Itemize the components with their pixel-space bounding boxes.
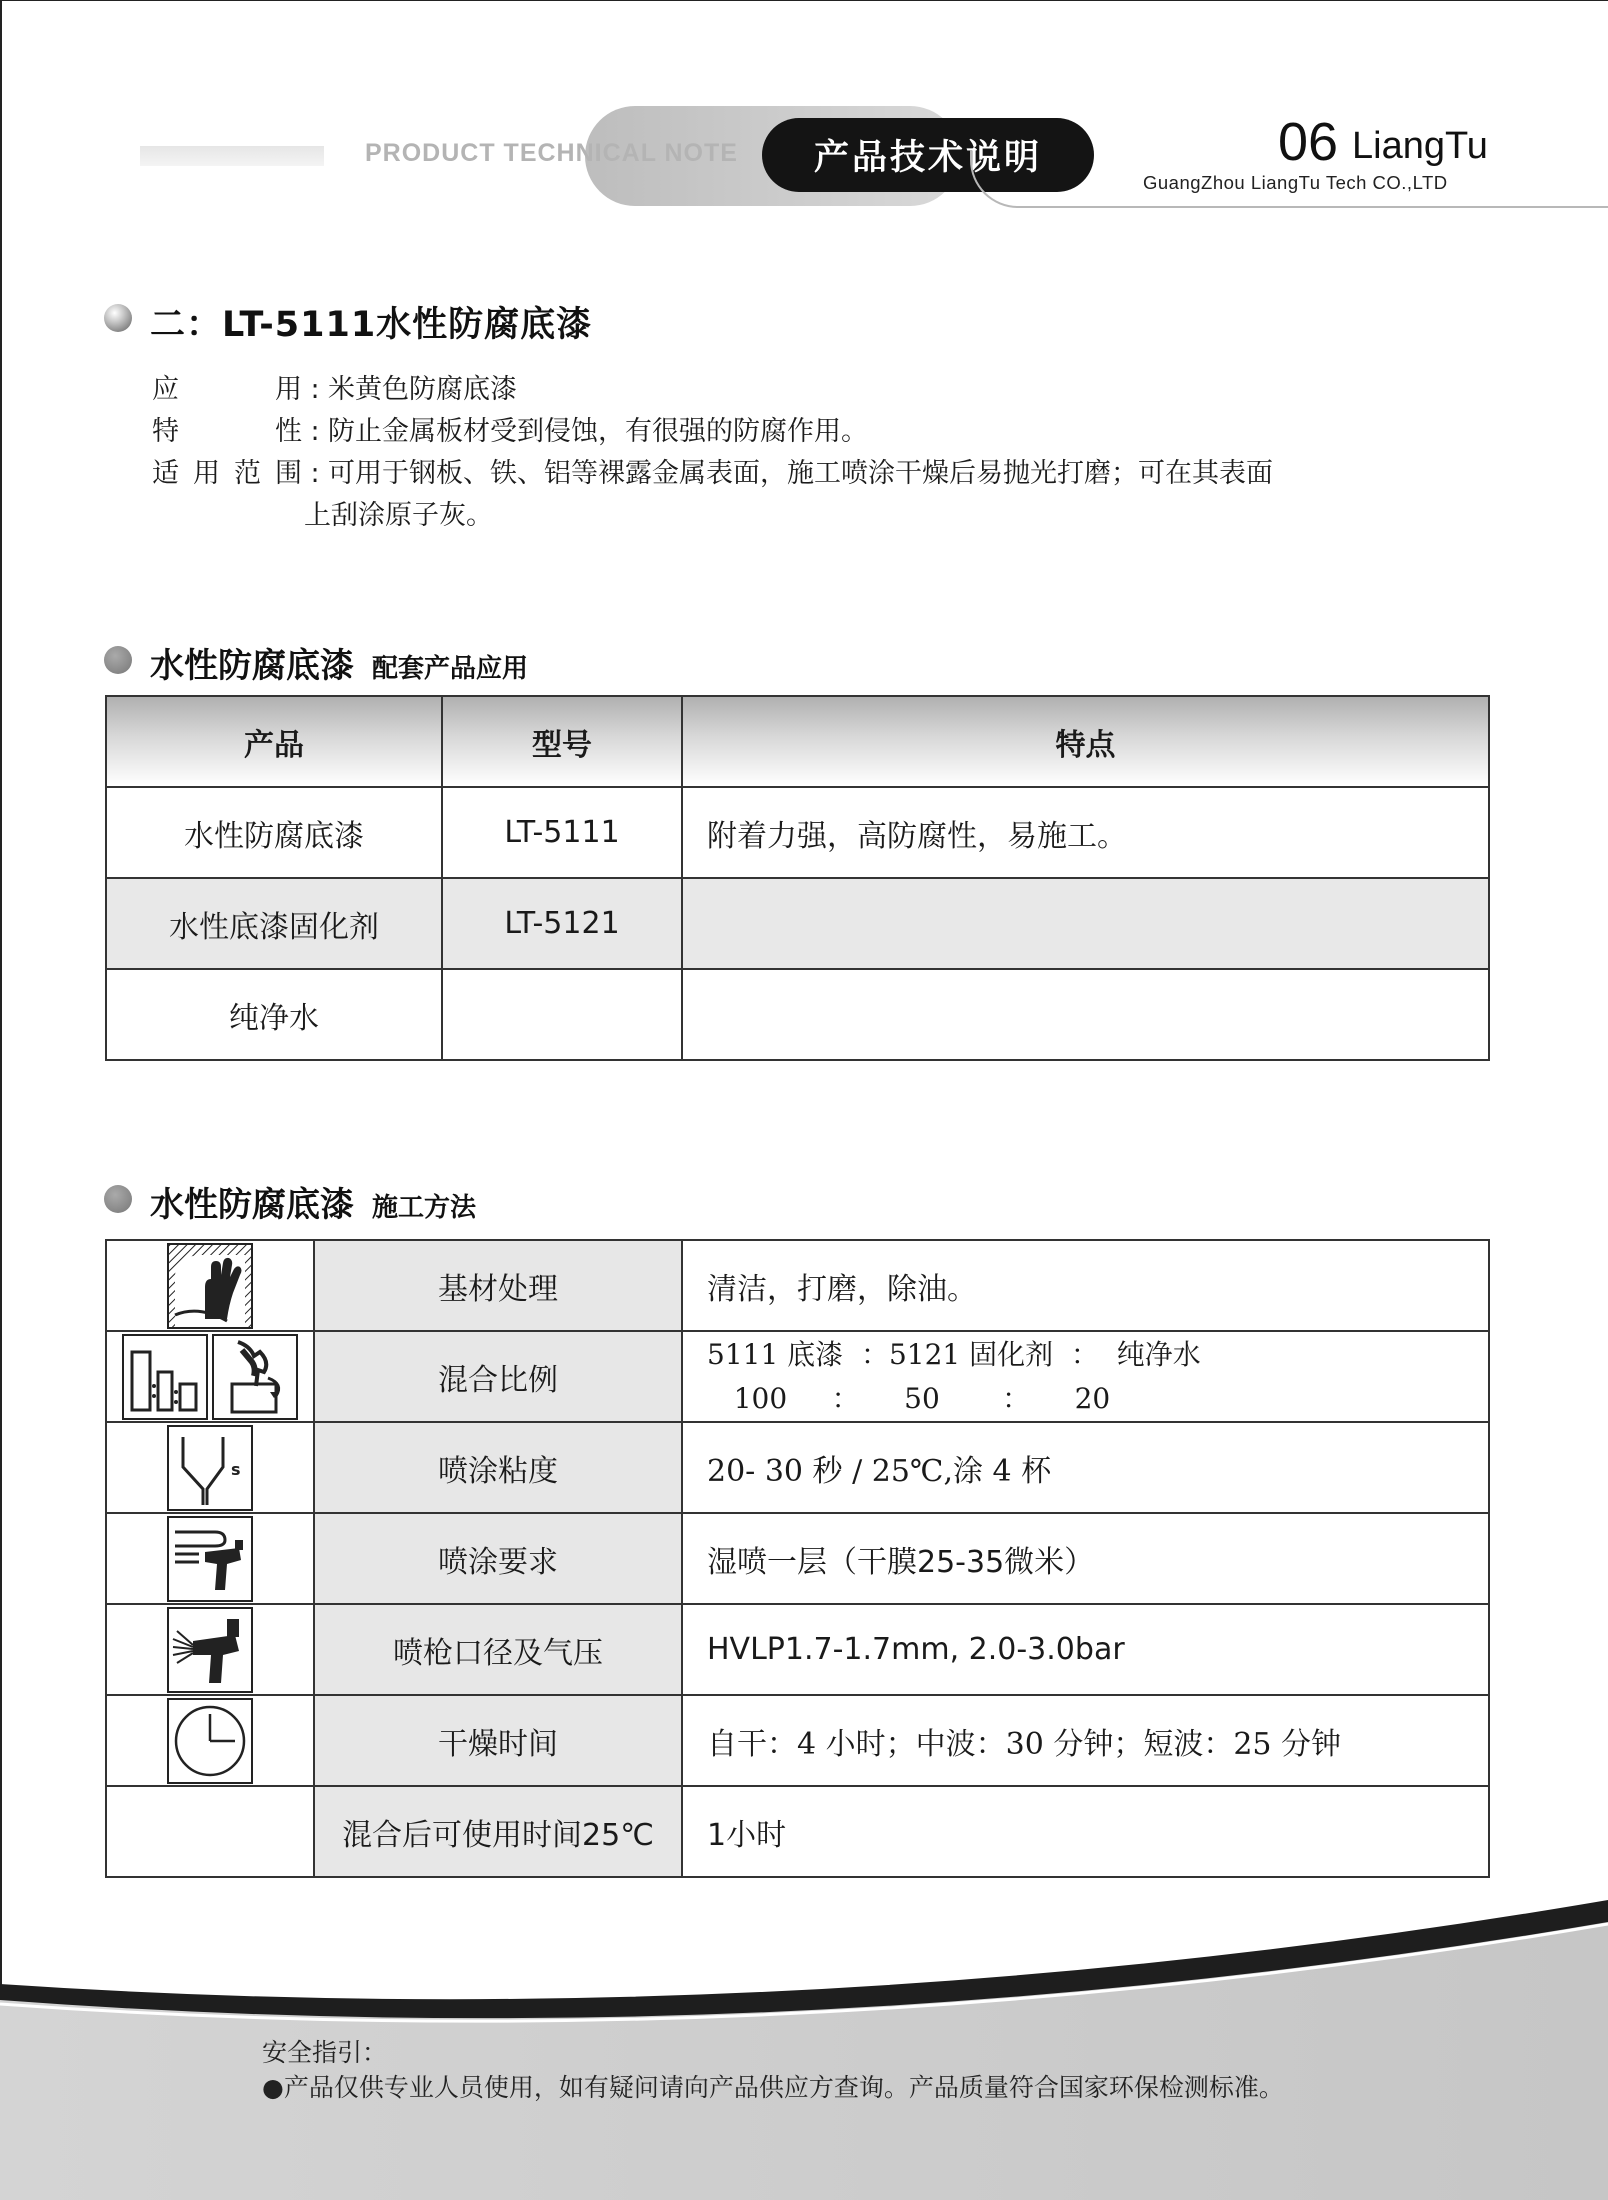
section-bullet-icon [104, 1185, 132, 1213]
table-header-row [106, 696, 1489, 787]
safety-text: ●产品仅供专业人员使用，如有疑问请向产品供应方查询。产品质量符合国家环保检测标准。 [262, 2073, 1284, 2102]
spec-line-feature: 特性 : 防止金属板材受到侵蚀，有很强的防腐作用。 [152, 414, 868, 450]
step-name: 喷涂要求 [314, 1513, 682, 1604]
safety-title: 安全指引： [262, 2038, 388, 2067]
spec-key: 适用范围 [152, 458, 302, 489]
spec-line-scope: 适用范围 : 可用于钢板、铁、铝等裸露金属表面，施工喷涂干燥后易抛光打磨；可在其表面 [152, 456, 1273, 492]
icon-cell [106, 1604, 314, 1695]
icon-cell [106, 1695, 314, 1786]
step-name: 喷涂粘度 [314, 1422, 682, 1513]
spec-value: 米黄色防腐底漆 [328, 374, 517, 405]
svg-text:s: s [231, 1459, 241, 1479]
matching-heading [150, 638, 528, 687]
header-note-label: PRODUCT TECHNICAL NOTE [365, 139, 738, 167]
section-bullet-icon [104, 304, 132, 332]
step-name: 基材处理 [314, 1240, 682, 1331]
model-cell: LT-5121 [442, 878, 682, 969]
icon-cell [106, 1240, 314, 1331]
step-value: 自干：4 小时；中波：30 分钟；短波：25 分钟 [682, 1695, 1489, 1786]
model-cell [442, 969, 682, 1060]
header-stripe [140, 146, 324, 166]
mix-ratio-line: 5111 底漆 ：5121 固化剂 ： 纯净水 [707, 1337, 1201, 1371]
table-row [106, 1695, 1489, 1786]
product-cell: 纯净水 [106, 969, 442, 1060]
table-row [106, 1240, 1489, 1331]
table-row [106, 878, 1489, 969]
spec-continuation: 上刮涂原子灰。 [304, 500, 493, 531]
feature-cell [682, 969, 1489, 1060]
step-name: 干燥时间 [314, 1695, 682, 1786]
matching-heading-main: 水性防腐底漆 [150, 646, 354, 686]
section-bullet-icon [104, 646, 132, 674]
page-number: 06 [1278, 112, 1339, 172]
step-value: 湿喷一层（干膜25-35微米） [682, 1513, 1489, 1604]
column-header: 型号 [442, 696, 682, 787]
product-cell: 水性底漆固化剂 [106, 878, 442, 969]
table-row [106, 1604, 1489, 1695]
spec-value: 可用于钢板、铁、铝等裸露金属表面，施工喷涂干燥后易抛光打磨；可在其表面 [328, 458, 1273, 489]
stirring-icon [212, 1334, 298, 1420]
table-row [106, 1331, 1489, 1422]
brand-name: LiangTu [1352, 125, 1488, 167]
icon-cell [106, 1513, 314, 1604]
step-value: 20- 30 秒 / 25℃,涂 4 杯 [682, 1422, 1489, 1513]
mixing-ratio-icon [122, 1334, 208, 1420]
table-row [106, 787, 1489, 878]
hand-wiping-icon [167, 1243, 253, 1329]
header-pill-label: 产品技术说明 [762, 118, 1094, 192]
icon-cell [106, 1786, 314, 1877]
icon-cell [106, 1422, 314, 1513]
company-name: GuangZhou LiangTu Tech CO.,LTD [1143, 172, 1448, 193]
spec-key: 特性 [152, 416, 302, 447]
feature-cell [682, 878, 1489, 969]
spec-value: 防止金属板材受到侵蚀，有很强的防腐作用。 [328, 416, 868, 447]
spec-key: 应用 [152, 374, 302, 405]
matching-table [105, 695, 1490, 1061]
step-value [682, 1331, 1489, 1422]
method-heading-main: 水性防腐底漆 [150, 1185, 354, 1225]
table-row [106, 969, 1489, 1060]
step-name: 混合比例 [314, 1331, 682, 1422]
spec-line-application: 应用 : 米黄色防腐底漆 [152, 372, 517, 408]
product-cell: 水性防腐底漆 [106, 787, 442, 878]
step-value: 清洁，打磨，除油。 [682, 1240, 1489, 1331]
spray-gun-icon [167, 1607, 253, 1693]
table-row [106, 1513, 1489, 1604]
icon-cell [106, 1331, 314, 1422]
spray-gun-layers-icon [167, 1516, 253, 1602]
footer-wave [0, 1900, 1608, 2200]
mix-ratio-line: 100 ： 50 ： 20 [707, 1381, 1111, 1415]
step-name: 喷枪口径及气压 [314, 1604, 682, 1695]
table-row [106, 1786, 1489, 1877]
viscosity-cup-icon [167, 1425, 253, 1511]
step-value: 1小时 [682, 1786, 1489, 1877]
feature-cell: 附着力强，高防腐性，易施工。 [682, 787, 1489, 878]
clock-icon [167, 1698, 253, 1784]
step-name: 混合后可使用时间25℃ [314, 1786, 682, 1877]
method-heading [150, 1177, 476, 1226]
column-header: 产品 [106, 696, 442, 787]
matching-heading-sub: 配套产品应用 [372, 654, 529, 684]
model-cell: LT-5111 [442, 787, 682, 878]
product-title: 二：LT-5111水性防腐底漆 [150, 305, 593, 345]
table-row [106, 1422, 1489, 1513]
step-value: HVLP1.7-1.7mm, 2.0-3.0bar [682, 1604, 1489, 1695]
method-table [105, 1239, 1490, 1878]
column-header: 特点 [682, 696, 1489, 787]
method-heading-sub: 施工方法 [372, 1193, 477, 1223]
